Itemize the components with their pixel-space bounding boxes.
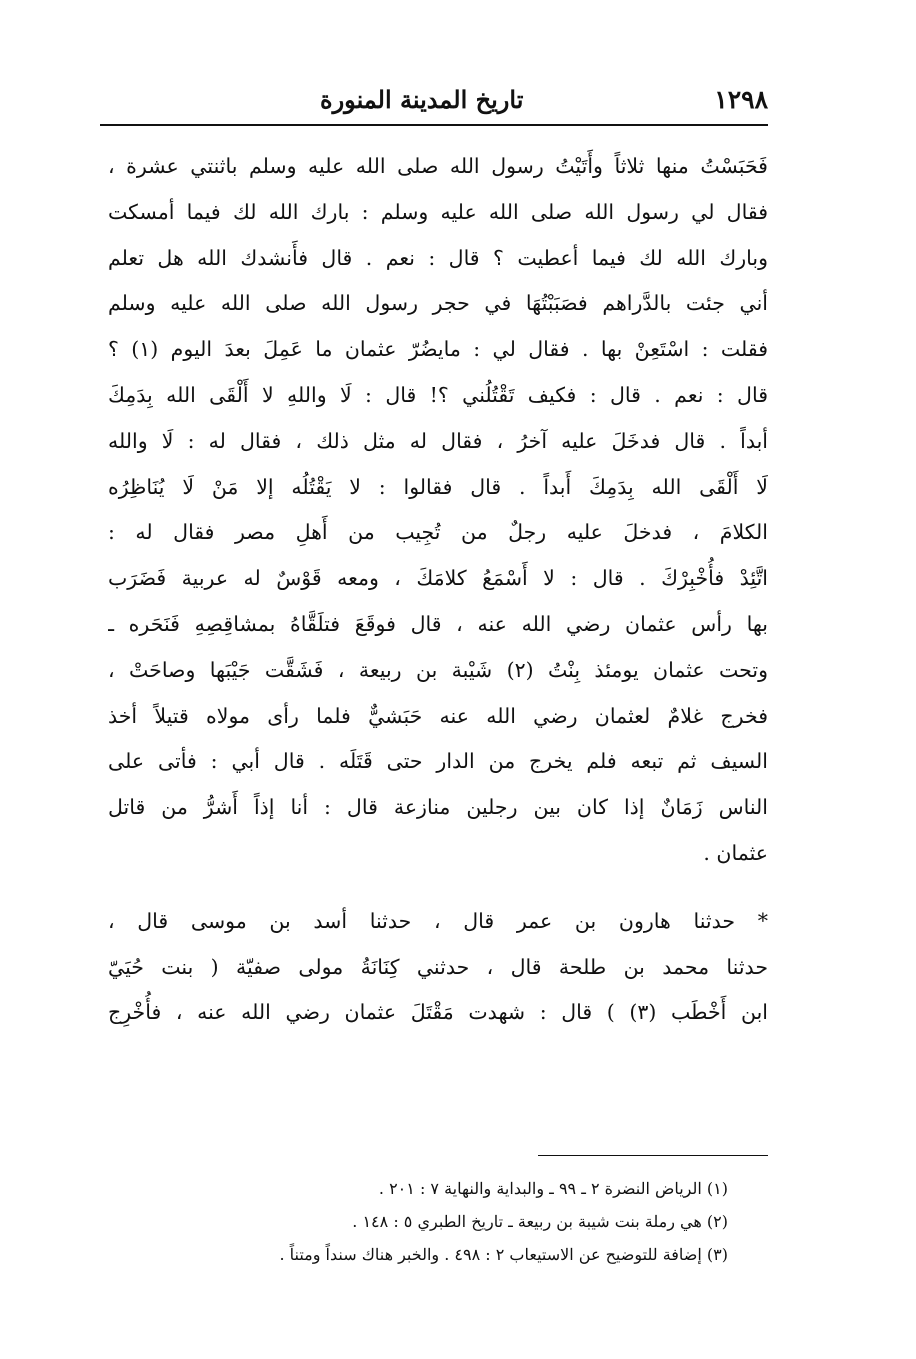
footnote-2: (٢) هي رملة بنت شيبة بن ربيعة ـ تاريخ الطبري ٥ : ١٤٨ .: [352, 1212, 728, 1231]
paragraph-1: [108, 144, 768, 877]
text-line: * حدثنا هارون بن عمر قال ، حدثنا أسد بن موسى قال ،: [108, 908, 768, 933]
header-rule: [100, 124, 768, 126]
page-header: [100, 80, 768, 120]
text-line: فَحَبَسْتُ منها ثلاثاً وأَتَيْتُ رسول الله صلى الله عليه وسلم باثنتي عشرة ،: [108, 154, 768, 178]
text-line: حدثنا محمد بن طلحة قال ، حدثني كِنَانَةُ مولى صفيّة ( بنت حُيَيّ: [108, 954, 768, 979]
body-text: [108, 144, 768, 1036]
text-line: بها رأس عثمان رضي الله عنه ، قال فوقَعَ فتلَقَّاهُ بمشاقِصِهِ فَنَحَره ـ: [108, 611, 768, 636]
text-line: لَا أَلْقَى الله بِدَمِكَ أَبداً . قال فقالوا : لا يَقْتُلُه إلا مَنْ لَا يُنَاظِرُه: [108, 474, 768, 499]
paragraph-gap: [108, 877, 768, 899]
text-line: الكلامَ ، فدخلَ عليه رجلٌ من تُجِيب من أَهلِ مصر فقال له :: [108, 520, 768, 545]
footnote-1: (١) الرياض النضرة ٢ ـ ٩٩ ـ والبداية والنهاية ٧ : ٢٠١ .: [378, 1179, 728, 1198]
text-line: فقال لي رسول الله صلى الله عليه وسلم : بارك الله لك فيما أمسكت: [108, 199, 768, 224]
text-line: أني جئت بالدَّراهم فصَبَبْتُهَا في حجر رسول الله صلى الله عليه وسلم: [108, 291, 768, 316]
paragraph-2: [108, 899, 768, 1036]
text-line: فقلت : اسْتَعِنْ بها . فقال لي : مايضُرّ عثمان ما عَمِلَ بعدَ اليوم (١) ؟: [108, 337, 768, 362]
text-line: السيف ثم تبعه فلم يخرج من الدار حتى قَتَلَه . قال أبي : فأتى على: [108, 749, 768, 774]
text-line: عثمان .: [703, 840, 768, 865]
running-title: تاريخ المدينة المنورة: [320, 85, 524, 114]
footnotes: [108, 1172, 728, 1271]
text-line: اتَّئِدْ فأُخْبِرْكَ . قال : لا أَسْمَعُ كلامَكَ ، ومعه قَوْسٌ له عربية فَضَرَب: [108, 566, 768, 591]
text-line: ابن أَخْطَب (٣) ) قال : شهدت مَقْتَلَ عثمان رضي الله عنه ، فأُخْرِج: [108, 1000, 768, 1025]
text-line: قال : نعم . قال : فكيف تَقْتُلُني ؟! قال : لَا واللهِ لا أَلْقَى الله بِدَمِكَ: [108, 382, 768, 407]
text-line: فخرج غلامٌ لعثمان رضي الله عنه حَبَشيٌّ فلما رأى مولاه قتيلاً أخذ: [108, 703, 768, 728]
text-line: الناس زَمَانٌ إذا كان بين رجلين منازعة قال : أنا إذاً أَشرُّ من قاتل: [108, 795, 768, 820]
text-line: وبارك الله لك فيما أعطيت ؟ قال : نعم . قال فأَنشدك الله هل تعلم: [108, 245, 768, 270]
text-line: أبداً . قال فدخَلَ عليه آخرُ ، فقال له مثل ذلك ، فقال له : لَا والله: [108, 428, 768, 453]
page-number: ١٢٩٨: [714, 85, 768, 114]
footnote-rule: [538, 1155, 768, 1156]
footnote-3: (٣) إضافة للتوضيح عن الاستيعاب ٢ : ٤٩٨ . والخبر هناك سنداً ومتناً .: [279, 1245, 728, 1264]
text-line: وتحت عثمان يومئذ بِنْتُ (٢) شَيْبة بن ربيعة ، فَشَقَّت جَيْبَها وصاحَتْ ،: [108, 657, 768, 682]
